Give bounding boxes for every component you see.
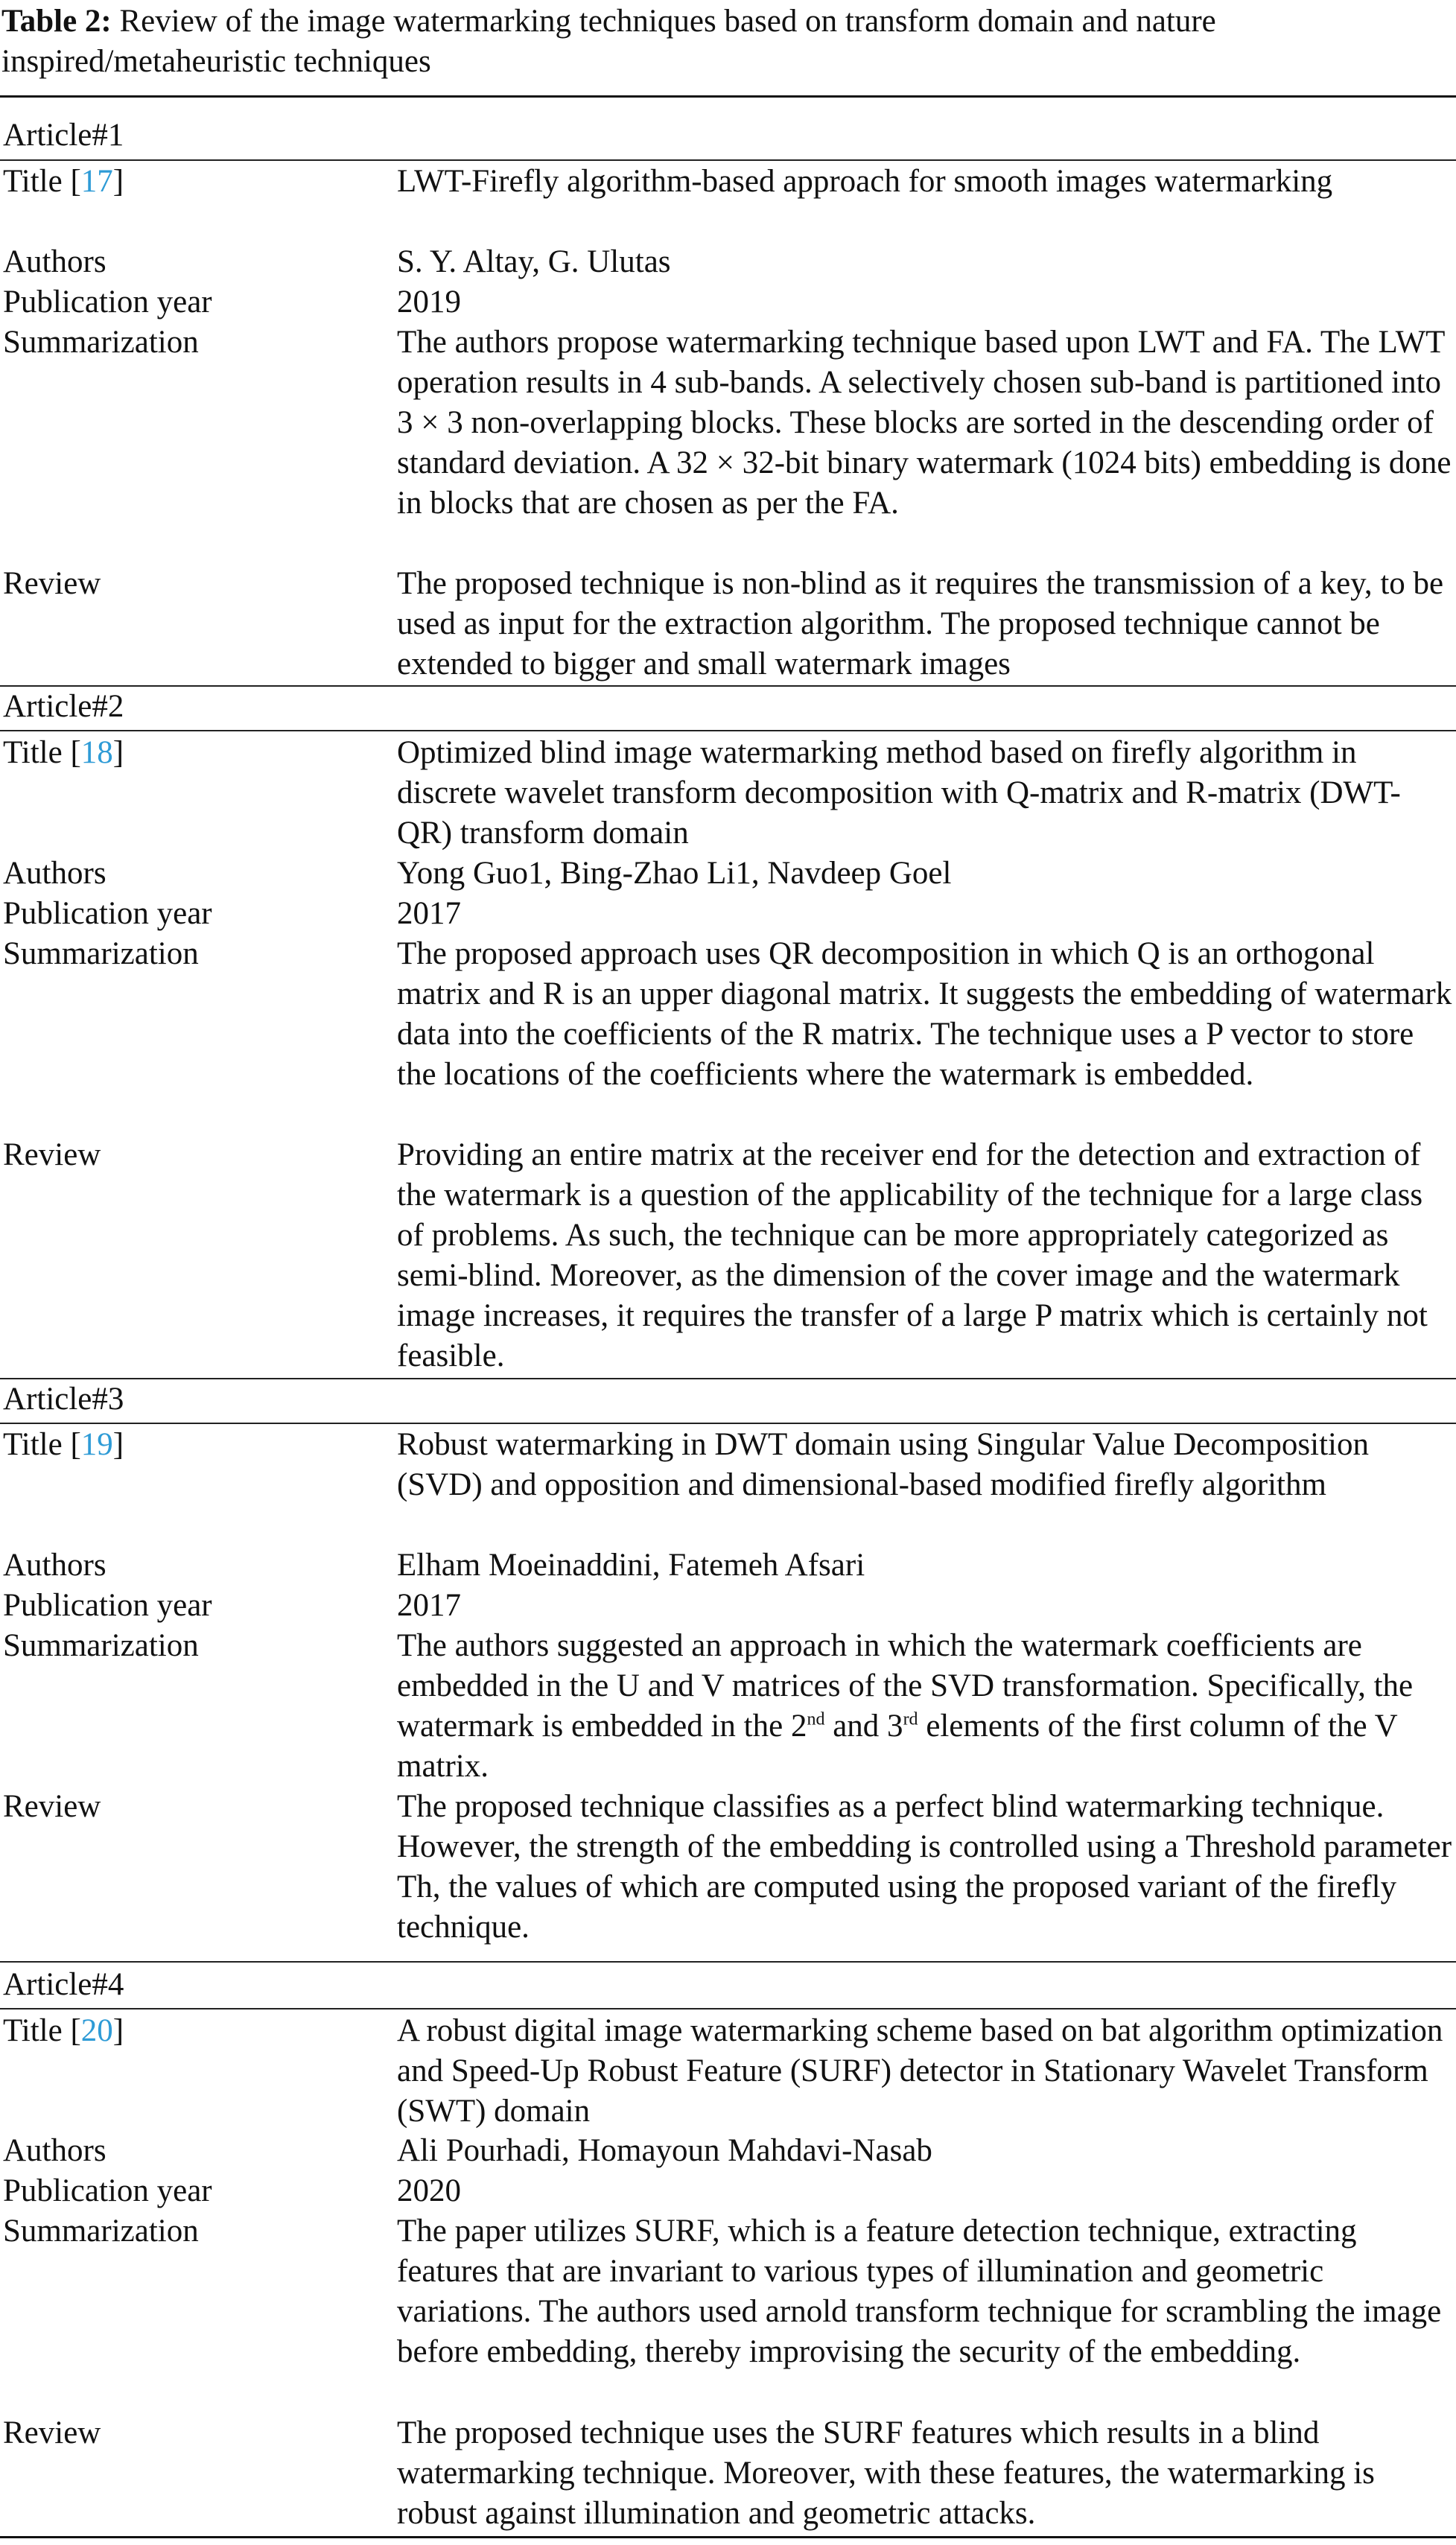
article-separator: [0, 685, 1456, 687]
authors-label: Authors: [3, 2133, 107, 2168]
article-review: Providing an entire matrix at the receiver end for the detection and extraction of the watermark is a question of the applicability of the technique for a large class of problems. As such, the technique can be more appropriately categorized as semi-blind. Moreover, as the dimension of the cover image and the watermark image increases, it requires the transfer of a large P matrix which is certainly not feasible.: [397, 1137, 1428, 1373]
title-label: Title [20]: [3, 2013, 124, 2048]
article-heading: Article#1: [3, 118, 124, 153]
article-heading-rule: [0, 159, 1456, 161]
article-title: Optimized blind image watermarking method based on firefly algorithm in discrete wavelet transform decomposition with Q-matrix and R-matrix (DWT-QR) transform domain: [397, 735, 1401, 851]
table-top-rule: [0, 95, 1456, 98]
reference-link[interactable]: 19: [80, 1427, 113, 1462]
authors-label: Authors: [3, 244, 107, 279]
article-year: 2019: [397, 285, 461, 320]
article-heading: Article#3: [3, 1382, 124, 1417]
year-label: Publication year: [3, 285, 212, 320]
article-authors: Ali Pourhadi, Homayoun Mahdavi-Nasab: [397, 2133, 932, 2168]
article-summary: The proposed approach uses QR decomposition in which Q is an orthogonal matrix and R is an upper diagonal matrix. It suggests the embedding of watermark data into the coefficients of the R matrix. The technique uses a P vector to store the locations of the coefficients where the watermark is embedded.: [397, 936, 1452, 1092]
article-title: LWT-Firefly algorithm-based approach for smooth images watermarking: [397, 164, 1333, 199]
year-label: Publication year: [3, 1588, 212, 1623]
review-label: Review: [3, 1137, 101, 1172]
article-heading-rule: [0, 730, 1456, 731]
article-year: 2020: [397, 2173, 461, 2208]
article-separator: [0, 1378, 1456, 1379]
authors-label: Authors: [3, 856, 107, 891]
article-heading: Article#4: [3, 1967, 124, 2002]
table-caption: [1, 1, 1450, 82]
year-label: Publication year: [3, 2173, 212, 2208]
title-label: Title [18]: [3, 735, 124, 770]
reference-link[interactable]: 17: [80, 164, 113, 199]
reference-link[interactable]: 20: [80, 2013, 113, 2048]
article-heading-rule: [0, 2008, 1456, 2009]
article-authors: Yong Guo1, Bing-Zhao Li1, Navdeep Goel: [397, 856, 952, 891]
authors-label: Authors: [3, 1548, 107, 1583]
summary-label: Summarization: [3, 2214, 199, 2249]
article-review: The proposed technique classifies as a perfect blind watermarking technique. However, the strength of the embedding is controlled using a Threshold parameter Th, the values of which are computed using the proposed variant of the firefly technique.: [397, 1789, 1452, 1945]
article-heading: Article#2: [3, 689, 124, 724]
article-authors: Elham Moeinaddini, Fatemeh Afsari: [397, 1548, 865, 1583]
article-title: Robust watermarking in DWT domain using Singular Value Decomposition (SVD) and opposition and dimensional-based modified firefly algorithm: [397, 1427, 1369, 1502]
article-review: The proposed technique uses the SURF features which results in a blind watermarking technique. Moreover, with these features, the watermarking is robust against illumination and geometric attacks.: [397, 2415, 1375, 2531]
review-label: Review: [3, 1789, 101, 1824]
title-label: Title [17]: [3, 164, 124, 199]
article-summary: The authors suggested an approach in which the watermark coefficients are embedded in the U and V matrices of the SVD transformation. Specifically, the watermark is embedded in the 2nd and 3rd elements of the first column of the V matrix.: [397, 1628, 1414, 1784]
summary-label: Summarization: [3, 325, 199, 360]
article-year: 2017: [397, 1588, 461, 1623]
reference-link[interactable]: 18: [80, 735, 113, 770]
caption-text: Review of the image watermarking techniques based on transform domain and nature inspired/metaheuristic techniques: [1, 4, 1216, 79]
review-label: Review: [3, 2415, 101, 2450]
title-label: Title [19]: [3, 1427, 124, 1462]
caption-label: Table 2:: [1, 4, 112, 39]
table-bottom-rule: [0, 2536, 1456, 2538]
article-title: A robust digital image watermarking scheme based on bat algorithm optimization and Speed-Up Robust Feature (SURF) detector in Stationary Wavelet Transform (SWT) domain: [397, 2013, 1443, 2129]
article-separator: [0, 1961, 1456, 1963]
article-heading-rule: [0, 1423, 1456, 1424]
review-label: Review: [3, 566, 101, 601]
article-authors: S. Y. Altay, G. Ulutas: [397, 244, 671, 279]
year-label: Publication year: [3, 896, 212, 931]
article-summary: The authors propose watermarking technique based upon LWT and FA. The LWT operation results in 4 sub-bands. A selectively chosen sub-band is partitioned into 3 × 3 non-overlapping blocks. These blocks are sorted in the descending order of standard deviation. A 32 × 32-bit binary watermark (1024 bits) embedding is done in blocks that are chosen as per the FA.: [397, 325, 1452, 521]
summary-label: Summarization: [3, 936, 199, 971]
article-review: The proposed technique is non-blind as it requires the transmission of a key, to be used as input for the extraction algorithm. The proposed technique cannot be extended to bigger and small watermark images: [397, 566, 1444, 681]
article-year: 2017: [397, 896, 461, 931]
summary-label: Summarization: [3, 1628, 199, 1663]
article-summary: The paper utilizes SURF, which is a feature detection technique, extracting features that are invariant to various types of illumination and geometric variations. The authors used arnold transform technique for scrambling the image before embedding, thereby improvising the security of the embedding.: [397, 2214, 1442, 2369]
